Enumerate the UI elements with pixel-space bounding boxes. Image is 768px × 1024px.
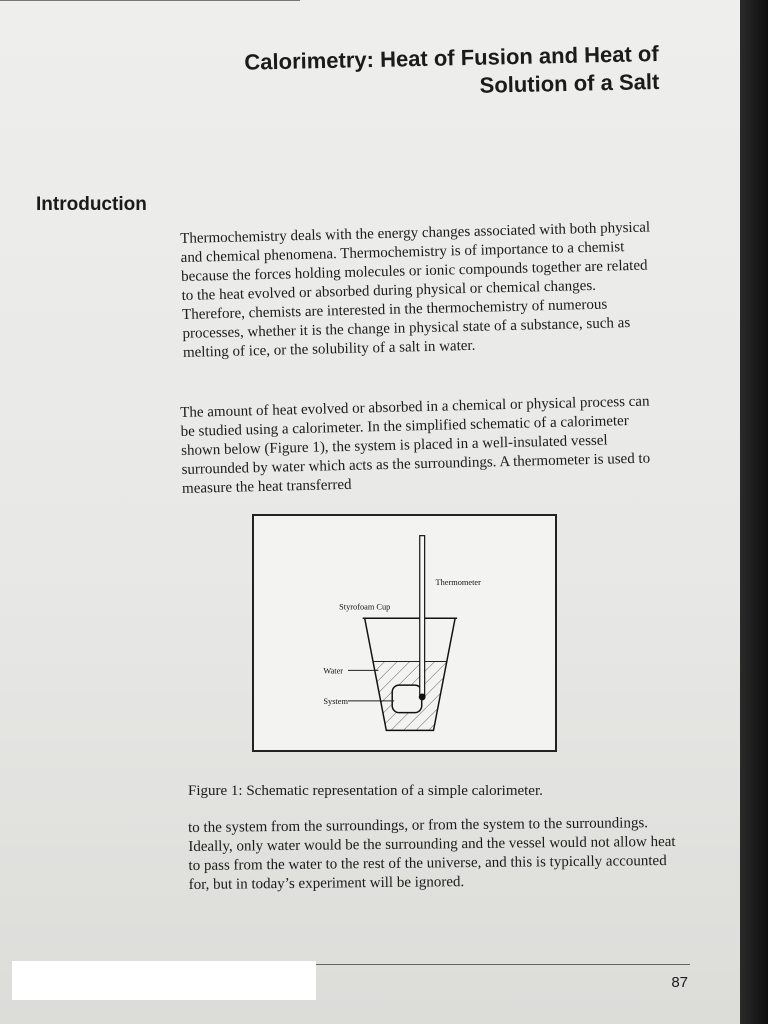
footer-rule: [316, 964, 690, 965]
paragraph-3: to the system from the surroundings, or from the system to the surroundings. Ideally, only water would be the surrounding and the vessel would not allow heat to pass from the water to the rest of the universe, and this is typically accounted for, but in today’s experiment will be ignored.: [188, 815, 676, 893]
label-thermometer: Thermometer: [435, 577, 481, 587]
page-number: 87: [671, 974, 688, 991]
label-water: Water: [323, 666, 344, 676]
paragraph-2: The amount of heat evolved or absorbed in a chemical or physical process can be studied using a calorimeter. In the simplified schematic of a calorimeter shown below (Figure 1), the system is placed in a well-insulated vessel surrounded by water which acts as the surroundings. A thermometer is used to measure the heat transferred: [180, 393, 651, 497]
thermometer: [420, 536, 425, 695]
page-title-line-2: Solution of a Salt: [478, 68, 660, 98]
figure-caption: Figure 1: Schematic representation of a simple calorimeter.: [188, 783, 543, 799]
page-title: [244, 40, 659, 105]
label-styrofoam-cup: Styrofoam Cup: [339, 602, 391, 612]
redaction-box: [12, 961, 316, 1000]
system-box: [392, 685, 421, 713]
background-edge: [740, 0, 768, 1024]
calorimeter-schematic: [254, 516, 555, 750]
calorimeter-figure: [252, 514, 557, 752]
thermometer-bulb: [419, 693, 426, 700]
page-title-line-1: Calorimetry: Heat of Fusion and Heat of: [243, 40, 659, 75]
paragraph-1: Thermochemistry deals with the energy changes associated with both physical and chemical phenomena. Thermochemistry is of importance to a chemist because the forces holding molecules or ionic compounds together are related to the heat evolved or absorbed during physical or chemical changes. Therefore, chemists are interested in the thermochemistry of numerous processes, whether it is the change in physical state of a substance, such as melting of ice, or the solubility of a salt in water.: [180, 219, 651, 361]
label-system: System: [323, 696, 348, 706]
section-heading-introduction: Introduction: [36, 194, 147, 215]
top-rule: [0, 0, 300, 1]
